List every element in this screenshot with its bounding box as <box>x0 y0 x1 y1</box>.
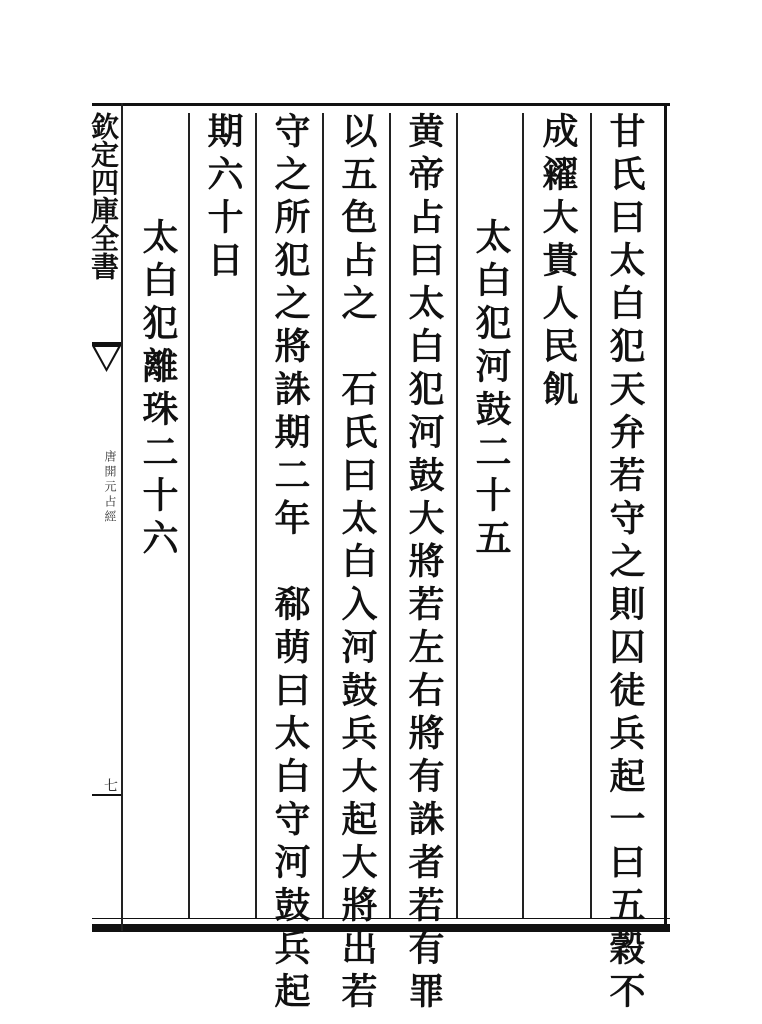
text-column-1: 甘氏曰太白犯天弁若守之則囚徒兵起一曰五穀不 <box>604 112 646 1015</box>
frame-top-border <box>92 103 670 106</box>
column-rule <box>590 113 592 918</box>
fishtail-mark <box>92 342 121 374</box>
text-column-7: 期六十日 <box>202 112 244 284</box>
text-column-2: 成糴大貴人民飢 <box>537 112 579 413</box>
column-rule <box>389 113 391 918</box>
column-rule <box>188 113 190 918</box>
section-title: 唐開元占經 <box>103 450 117 525</box>
frame-left-border <box>121 103 123 931</box>
column-rule <box>456 113 458 918</box>
column-rule <box>522 113 524 918</box>
frame-right-border <box>664 103 667 931</box>
text-column-5: 以五色占之 石氏曰太白入河鼓兵大起大將出若 <box>336 112 378 1015</box>
text-column-3-heading: 太白犯河鼓二十五 <box>470 218 512 562</box>
book-title: 欽定四庫全書 <box>87 112 120 280</box>
text-column-4: 黄帝占曰太白犯河鼓大將若左右將有誅者若有罪 <box>403 112 445 1015</box>
frame-bottom-border <box>92 924 670 932</box>
text-column-6: 守之所犯之將誅期二年 郗萌曰太白守河鼓兵起 <box>269 112 311 1015</box>
page-number: 七 <box>102 778 118 792</box>
column-rule <box>322 113 324 918</box>
page-number-rule <box>92 794 121 796</box>
column-rule <box>255 113 257 918</box>
text-column-8-heading: 太白犯離珠二十六 <box>137 218 179 562</box>
frame-bottom-inner-rule <box>92 918 670 919</box>
